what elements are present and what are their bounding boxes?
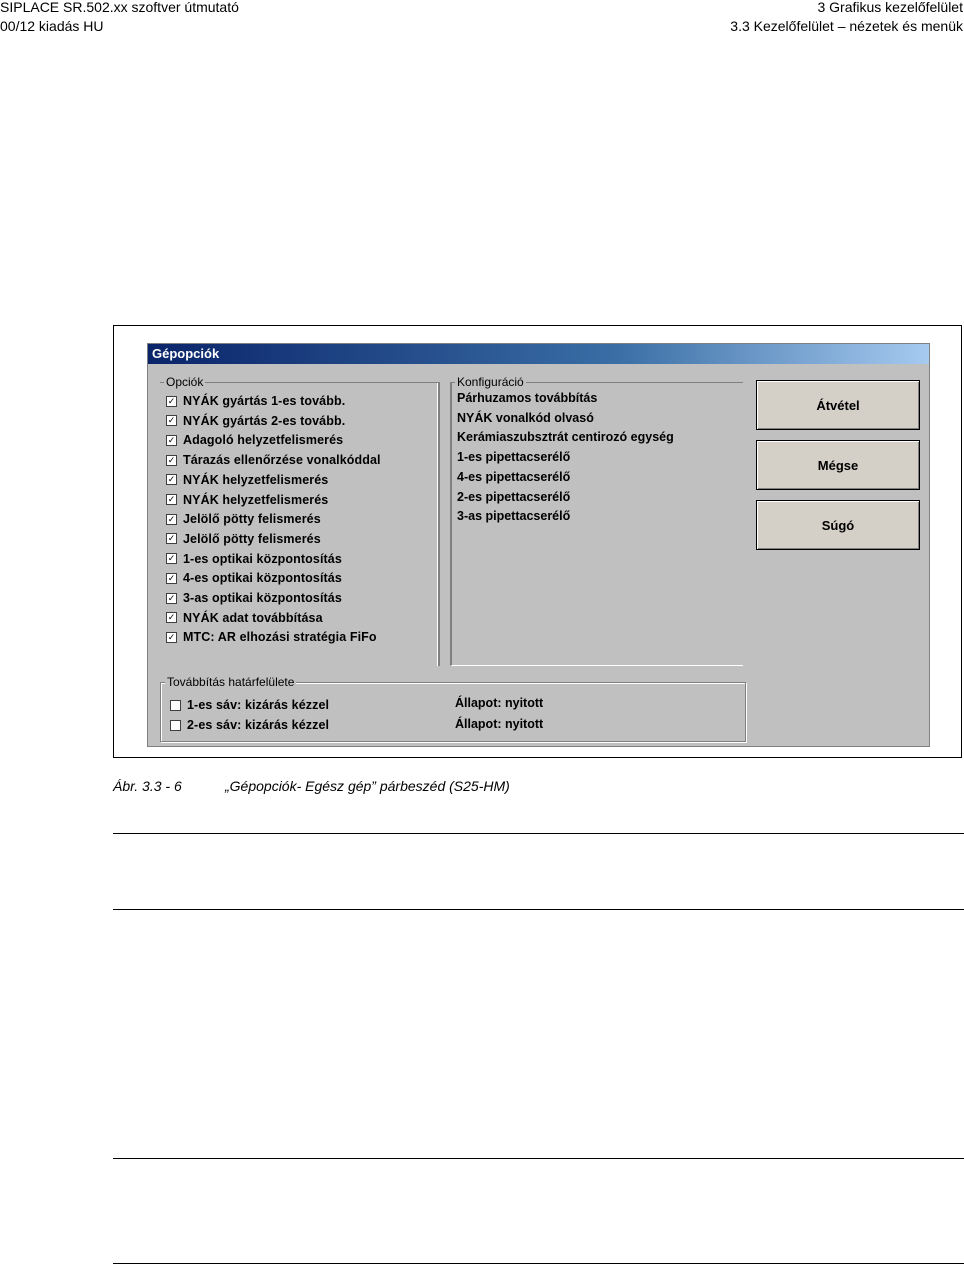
- option-label: Adagoló helyzetfelismerés: [183, 433, 344, 448]
- option-checkbox-row[interactable]: [166, 529, 321, 549]
- config-item: 2-es pipettacserélő: [457, 489, 571, 504]
- horizontal-rule: [113, 833, 964, 834]
- option-label: Jelölő pötty felismerés: [183, 531, 321, 546]
- option-checkbox-row[interactable]: [166, 568, 342, 588]
- option-label: Tárazás ellenőrzése vonalkóddal: [183, 453, 381, 468]
- checkbox[interactable]: [170, 720, 181, 731]
- option-checkbox-row[interactable]: [166, 608, 323, 628]
- checkbox[interactable]: ✓: [167, 434, 176, 445]
- dialog-title: Gépopciók: [148, 344, 929, 364]
- option-checkbox-row[interactable]: [166, 391, 345, 411]
- transfer-group-label: Továbbítás határfelülete: [167, 675, 295, 689]
- option-checkbox-row[interactable]: [166, 509, 321, 529]
- figure-caption-text: „Gépopciók- Egész gép” párbeszéd (S25-HM): [225, 778, 510, 794]
- checkbox[interactable]: [170, 700, 181, 711]
- config-item: Párhuzamos továbbítás: [457, 391, 598, 405]
- option-checkbox-row[interactable]: [166, 549, 342, 569]
- checkbox[interactable]: ✓: [167, 533, 176, 544]
- horizontal-rule: [113, 909, 964, 910]
- horizontal-rule: [113, 1158, 964, 1159]
- option-checkbox-row[interactable]: [166, 490, 328, 510]
- checkbox[interactable]: ✓: [167, 631, 176, 642]
- header-section: 3.3 Kezelőfelület – nézetek és menük: [730, 18, 963, 34]
- help-button[interactable]: Súgó: [756, 500, 920, 550]
- option-label: NYÁK gyártás 2-es tovább.: [183, 413, 346, 428]
- checkbox[interactable]: ✓: [167, 592, 176, 603]
- options-group: [160, 375, 440, 666]
- option-label: NYÁK helyzetfelismerés: [183, 472, 329, 487]
- accept-button[interactable]: Átvétel: [756, 380, 920, 430]
- option-checkbox-row[interactable]: [166, 627, 377, 647]
- option-checkbox-row[interactable]: [166, 470, 328, 490]
- transfer-interface-group: [160, 675, 746, 742]
- checkbox[interactable]: ✓: [167, 415, 176, 426]
- option-checkbox-row[interactable]: [166, 411, 345, 431]
- config-item: 4-es pipettacserélő: [457, 469, 571, 484]
- option-label: 3-as optikai központosítás: [183, 591, 342, 605]
- lane-lock-checkbox-row[interactable]: [170, 715, 329, 735]
- option-checkbox-row[interactable]: [166, 588, 342, 608]
- lane-status: Állapot: nyitott: [455, 717, 544, 731]
- checkbox[interactable]: ✓: [167, 513, 176, 524]
- checkbox[interactable]: ✓: [167, 572, 176, 583]
- option-label: 4-es optikai központosítás: [183, 571, 342, 586]
- figure-caption: [113, 778, 510, 794]
- config-group-label: Konfiguráció: [457, 375, 524, 389]
- option-label: NYÁK adat továbbítása: [183, 610, 323, 625]
- header-doc-title: SIPLACE SR.502.xx szoftver útmutató: [0, 0, 239, 15]
- checkbox[interactable]: ✓: [167, 474, 176, 485]
- checkbox[interactable]: ✓: [167, 395, 176, 406]
- option-label: 1-es optikai központosítás: [183, 551, 342, 566]
- option-checkbox-row[interactable]: [166, 450, 381, 470]
- header-edition: 00/12 kiadás HU: [0, 18, 104, 34]
- lane-status: Állapot: nyitott: [455, 696, 544, 710]
- lane-lock-checkbox-row[interactable]: [170, 695, 329, 715]
- lane-lock-label: 1-es sáv: kizárás kézzel: [187, 698, 330, 712]
- checkbox[interactable]: ✓: [167, 553, 176, 564]
- lane-lock-label: 2-es sáv: kizárás kézzel: [187, 718, 330, 732]
- config-item: Kerámiaszubsztrát centirozó egység: [457, 430, 674, 445]
- config-group: [450, 375, 743, 666]
- option-label: NYÁK helyzetfelismerés: [183, 492, 329, 507]
- checkbox[interactable]: ✓: [167, 494, 176, 504]
- header-chapter: 3 Grafikus kezelőfelület: [817, 0, 963, 15]
- checkbox[interactable]: ✓: [167, 454, 176, 465]
- checkbox[interactable]: ✓: [167, 612, 176, 623]
- option-label: Jelölő pötty felismerés: [183, 512, 321, 527]
- option-label: NYÁK gyártás 1-es tovább.: [183, 394, 346, 408]
- config-item: 3-as pipettacserélő: [457, 509, 571, 524]
- config-item: 1-es pipettacserélő: [457, 450, 571, 465]
- option-label: MTC: AR elhozási stratégia FiFo: [183, 630, 377, 645]
- figure-number: Ábr. 3.3 - 6: [113, 778, 182, 794]
- option-checkbox-row[interactable]: [166, 430, 343, 450]
- options-group-label: Opciók: [166, 375, 204, 389]
- config-item: NYÁK vonalkód olvasó: [457, 410, 594, 425]
- cancel-button[interactable]: Mégse: [756, 440, 920, 490]
- machine-options-dialog: [147, 343, 930, 747]
